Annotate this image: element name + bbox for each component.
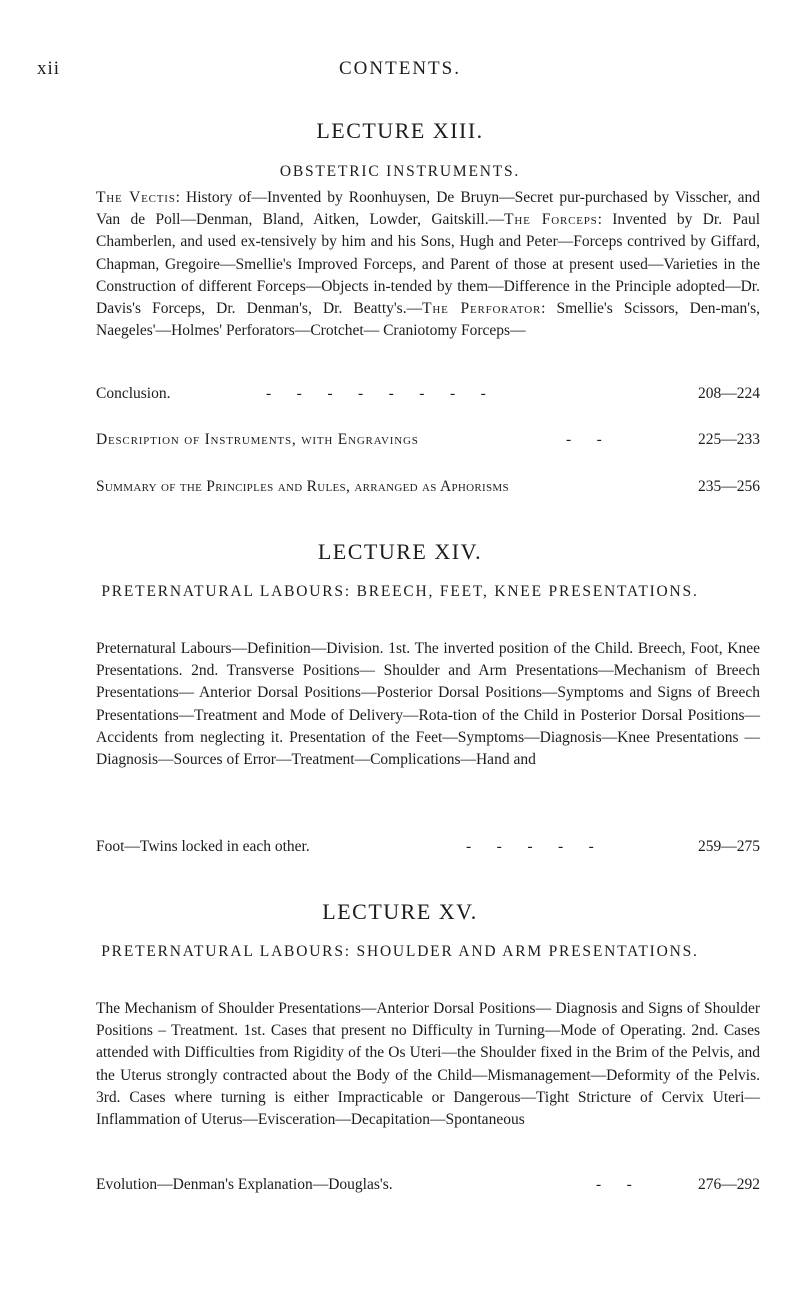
leader-dots: - - - - - - - -	[266, 385, 488, 402]
page-number: xii	[37, 58, 61, 79]
lecture-13-summary	[96, 187, 760, 342]
running-title: CONTENTS.	[339, 58, 461, 79]
lecture-13-title: LECTURE XIII.	[316, 118, 484, 143]
lecture-14-final-line	[96, 838, 760, 860]
page-range: 259—275	[698, 838, 760, 855]
forceps-heading: The Forceps	[504, 211, 598, 229]
lecture-15-summary: The Mechanism of Shoulder Presentations—Anterior Dorsal Positions— Diagnosis and Signs of Shoulder Positions – Treatment. 1st. Cases that present no Difficulty in Turning—Mode of Operating. 2nd. Cases attended with Difficulties from Rigidity of the Os Uteri—the Shoulder fixed in the Brim of the Pelvis, and the Uterus strongly contracted about the Body of the Child—Mismanagement—Deformity of the Pelvis. 3rd. Cases where turning is either Impracticable or Dangerous—Tight Stricture of Cervix Uteri—Inflammation of Uterus—Evisceration—Decapitation—Spontaneous	[96, 1000, 760, 1129]
lecture-15-title: LECTURE XV.	[322, 899, 478, 924]
instruments-entry	[96, 431, 760, 453]
lecture-15-final-line	[96, 1176, 760, 1198]
lecture-14-last-line-text: Foot—Twins locked in each other.	[96, 838, 310, 855]
lecture-13-subject: OBSTETRIC INSTRUMENTS.	[279, 163, 521, 180]
forceps-text: : Invented by Dr. Paul Chamberlen, and used ex-tensively by him and his Sons, Hugh and Peter—Forceps contrived by Giffard, Chapman, Gregoire—Smellie's Improved Forceps, and Parent of those at present used—Varieties in the Construction of different Forceps—Objects in-tended by them—Difference in the Principle adopted—Dr. Davis's Forceps, Dr. Denman's, Dr. Beatty's.—	[96, 211, 761, 318]
page-range: 235—256	[698, 478, 760, 495]
page-range: 225—233	[698, 431, 760, 448]
lecture-15-subject: PRETERNATURAL LABOURS: SHOULDER AND ARM PRESENTATIONS.	[101, 943, 699, 960]
vectis-heading: The Vectis	[96, 189, 176, 206]
lecture-14-summary: Preternatural Labours—Definition—Division. 1st. The inverted position of the Child. Breech, Foot, Knee Presentations. 2nd. Transverse Positions— Shoulder and Arm Presentations—Mechanism of Breech Presentations— Anterior Dorsal Positions—Posterior Dorsal Positions—Symptoms and Signs of Breech Presentations—Treatment and Mode of Delivery—Rota-tion of the Child in Posterior Dorsal Positions—Accidents from neglecting it. Presentation of the Feet—Symptoms—Diagnosis—Knee Presentations —Diagnosis—Sources of Error—Treatment—Complications—Hand and	[96, 640, 760, 769]
perforator-heading: The Perforator	[422, 300, 542, 318]
leader-dots: - -	[566, 431, 604, 448]
entry-label: Summary of the Principles and Rules, arranged as Aphorisms	[96, 478, 509, 495]
summary-entry	[96, 478, 760, 500]
lecture-14-title: LECTURE XIV.	[317, 539, 483, 564]
lecture-13-final-line	[96, 385, 760, 407]
lecture-15-last-line-text: Evolution—Denman's Explanation—Douglas's.	[96, 1176, 393, 1193]
lecture-13-last-line-text: Conclusion.	[96, 385, 171, 402]
vectis-text: : History of—Invented by Roonhuysen, De Bruyn—Secret pur-purchased by Visscher, and Van de Poll—Denman, Bland, Aitken, Lowder, Gaitskill.—	[96, 189, 760, 229]
leader-dots: - - - - -	[466, 838, 596, 855]
perforator-text: : Smellie's Scissors, Den-man's, Naegeles'—Holmes' Perforators—Crotchet— Craniotomy Forceps—	[96, 300, 761, 340]
running-head	[0, 58, 800, 82]
page-range: 208—224	[698, 385, 760, 402]
lecture-14-subject: PRETERNATURAL LABOURS: BREECH, FEET, KNEE PRESENTATIONS.	[101, 583, 699, 600]
page-range: 276—292	[698, 1176, 760, 1193]
leader-dots: - -	[596, 1176, 634, 1193]
entry-label: Description of Instruments, with Engravings	[96, 431, 419, 448]
